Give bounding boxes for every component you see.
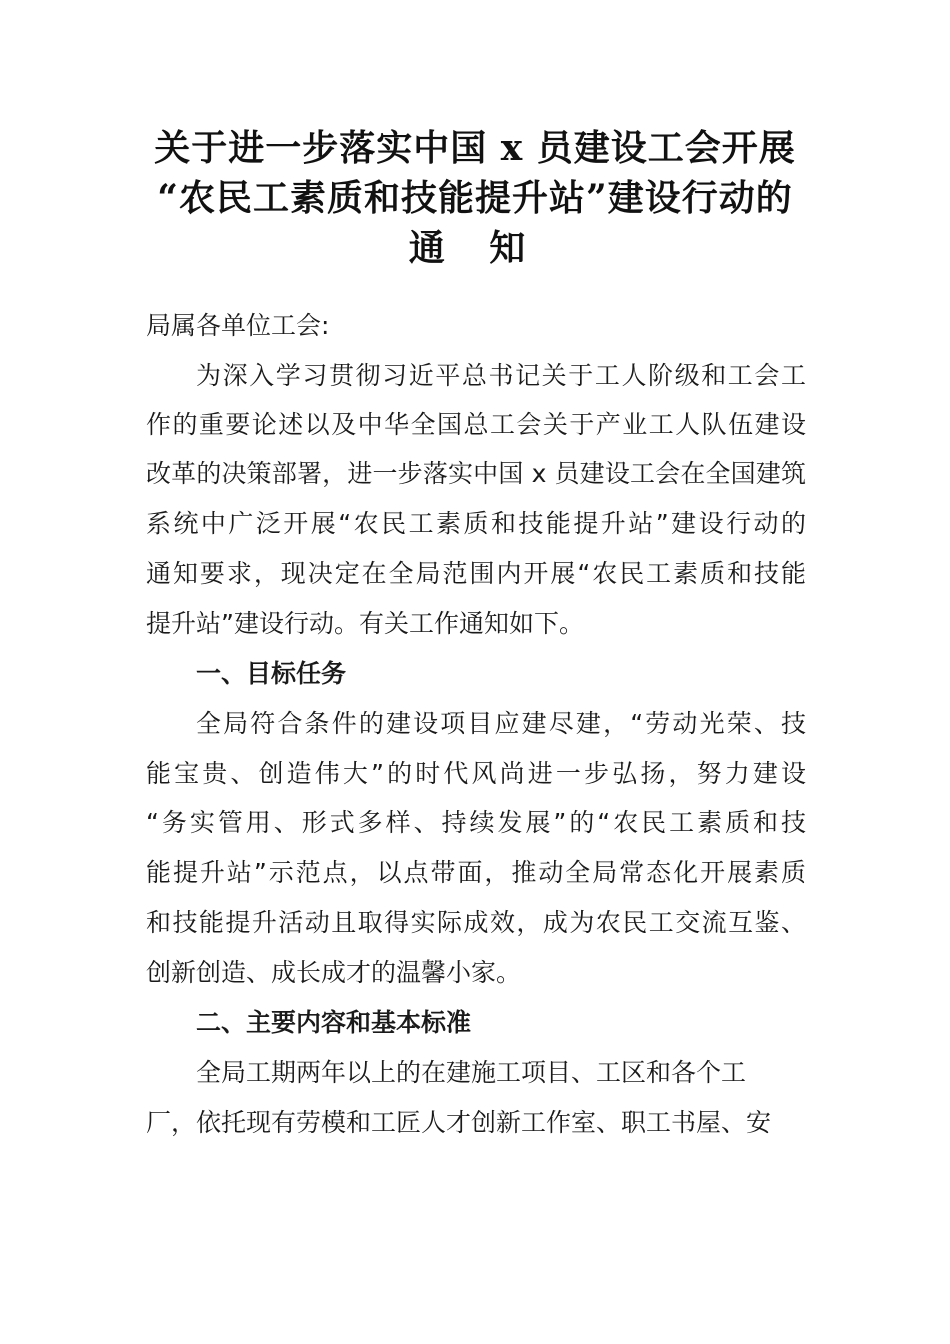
paragraph-2-line-5: 和技能提升活动且取得实际成效，成为农民工交流互鉴、	[146, 908, 806, 937]
paragraph-1-line-1: 为深入学习贯彻习近平总书记关于工人阶级和工会工	[196, 361, 806, 390]
section-1-heading: 一、目标任务	[196, 659, 347, 688]
paragraph-1-line-4: 系统中广泛开展“农民工素质和技能提升站”建设行动的	[146, 509, 806, 538]
paragraph-2-line-3: “务实管用、形式多样、持续发展”的“农民工素质和技	[146, 808, 806, 837]
paragraph-1-line-2: 作的重要论述以及中华全国总工会关于产业工人队伍建设	[146, 410, 806, 439]
title-line-1: 关于进一步落实中国 x 员建设工会开展	[154, 127, 796, 169]
paragraph-2-line-1: 全局符合条件的建设项目应建尽建，“劳动光荣、技	[196, 709, 806, 738]
title-line-2: “农民工素质和技能提升站”建设行动的	[157, 177, 793, 219]
paragraph-1-line-6: 提升站”建设行动。有关工作通知如下。	[146, 609, 584, 638]
paragraph-2-line-4: 能提升站”示范点，以点带面，推动全局常态化开展素质	[146, 858, 806, 887]
paragraph-1-line-5: 通知要求，现决定在全局范围内开展“农民工素质和技能	[146, 559, 806, 588]
paragraph-2-line-2: 能宝贵、创造伟大”的时代风尚进一步弘扬，努力建设	[146, 759, 806, 788]
title-line-3: 通 知	[408, 227, 542, 269]
salutation: 局属各单位工会:	[146, 311, 330, 340]
paragraph-1-line-3: 改革的决策部署，进一步落实中国 x 员建设工会在全国建筑	[146, 459, 806, 488]
paragraph-2-line-6: 创新创造、成长成才的温馨小家。	[146, 958, 522, 987]
paragraph-3-line-1: 全局工期两年以上的在建施工项目、工区和各个工	[196, 1058, 747, 1087]
section-2-heading: 二、主要内容和基本标准	[196, 1008, 472, 1037]
paragraph-3-line-2: 厂，依托现有劳模和工匠人才创新工作室、职工书屋、安	[146, 1108, 772, 1137]
